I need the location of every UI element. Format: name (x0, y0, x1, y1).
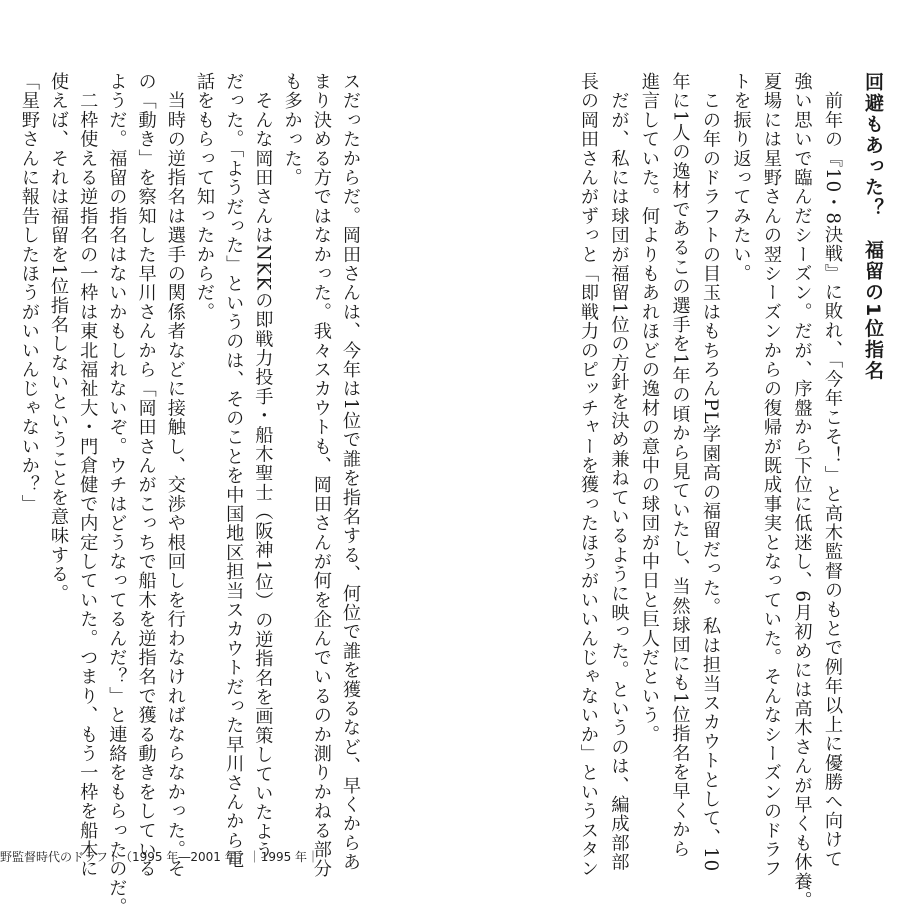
text-line: も多かった。 (281, 72, 303, 188)
text-line: 進言していた。何よりもあれほどの逸材の意中の球団が中日と巨人だという。 (639, 72, 660, 744)
text-line: ようだ。福留の指名はないかもしれないぞ。ウチはどうなってるんだ？」と連絡をもらったのだ。 (106, 72, 128, 917)
text-line: 強い思いで臨んだシーズン。だが、序盤から下位に低迷し、6月初めには高木さんが早くも休養。 (791, 72, 813, 911)
text-line: まり決める方ではなかった。我々スカウトも、岡田さんが何を企んでいるのか測りかねる部分 (310, 72, 332, 879)
text-line: 前年の『10・8決戦』に敗れ、「今年こそ！」と高木監督のもとで例年以上に優勝へ向けて (822, 72, 843, 869)
text-line: 話をもらって知ったからだ。 (194, 72, 215, 322)
text-line: だが、私には球団が福留1位の方針を決め兼ねているように映った。というのは、編成部部 (608, 72, 630, 872)
text-line: 年に1人の逸材であるこの選手を1年の頃から見ていたし、当然球団にも1位指名を早くから (669, 72, 691, 859)
text-line: 当時の逆指名は選手の関係者などに接触し、交渉や根回しを行わなければならなかった。そ (164, 72, 186, 879)
text-line: 「星野さんに報告したほうがいいんじゃないか？」 (18, 72, 40, 514)
text-line: だった。「ようだった」というのは、そのことを中国地区担当スカウトだった早川さんから電 (223, 72, 245, 870)
running-footer: 野監督時代のドラフト（1995 年―2001 年）｜1995 年｜ (0, 850, 320, 864)
text-line: 夏場には星野さんの翌シーズンからの復帰が既成事実となっていた。そんなシーズンのドラフ (761, 72, 782, 879)
text-line: 使えば、それは福留を1位指名しないということを意味する。 (48, 72, 69, 603)
section-heading: 回避もあった？ 福留の1位指名 (862, 72, 884, 382)
text-line: そんな岡田さんはNKKの即戦力投手・船木聖士（阪神1位）の逆指名を画策していたよう (252, 72, 274, 861)
text-line: この年のドラフトの目玉はもちろんPL学園高の福留だった。私は担当スカウトとして、10 (700, 72, 721, 873)
text-line: 長の岡田さんがずっと「即戦力のピッチャーを獲ったほうがいいんじゃないか」というスタン (578, 72, 599, 879)
text-line: 二枠使える逆指名の一枠は東北福祉大・門倉健で内定していた。つまり、もう一枠を船木に (77, 72, 99, 879)
text-line: スだったからだ。岡田さんは、今年は1位で誰を指名する、何位で誰を獲るなど、早くからあ (340, 72, 361, 872)
text-line: トを振り返ってみたい。 (730, 72, 752, 284)
text-line: の「動き」を察知した早川さんから「岡田さんがこっちで船木を逆指名で獲る動きをしている (135, 72, 157, 879)
